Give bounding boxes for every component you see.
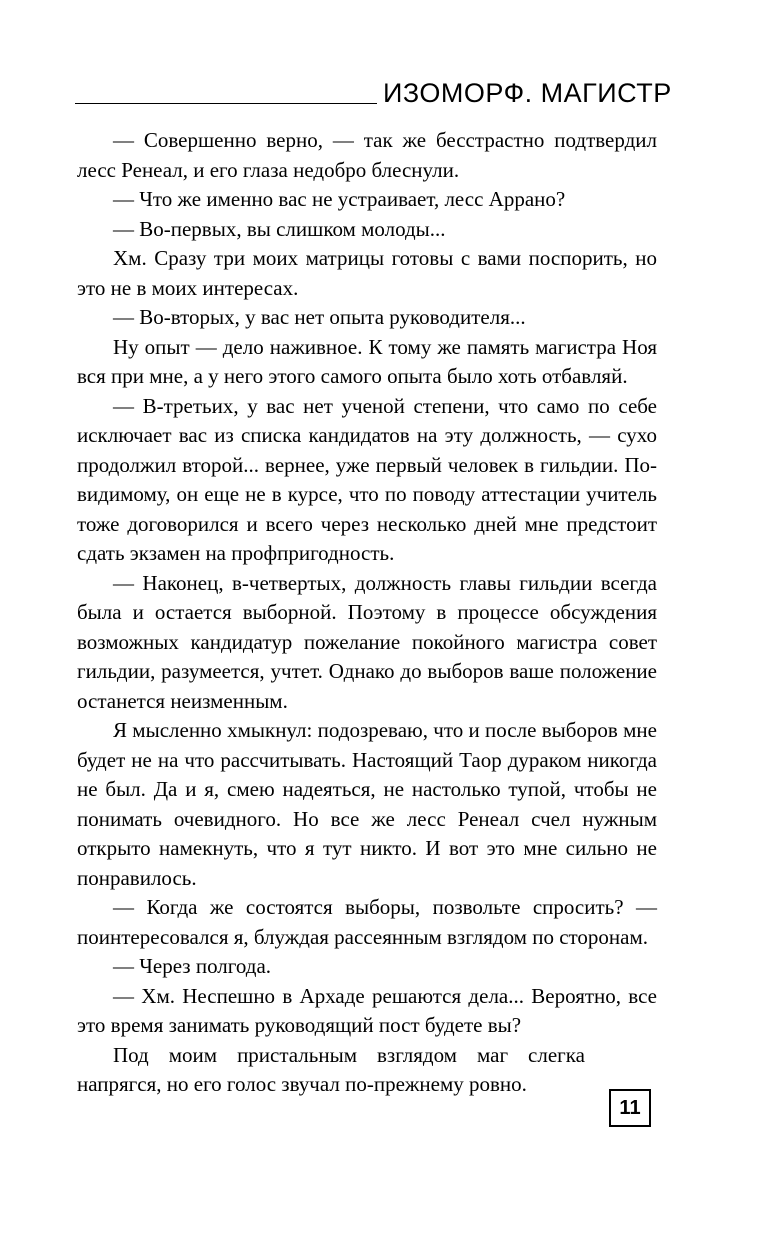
paragraph: — Что же именно вас не устраивает, лесс Аррано?	[113, 187, 566, 211]
page-text	[77, 126, 657, 1100]
paragraph: — Во-вторых, у вас нет опыта руководителя...	[113, 305, 526, 329]
paragraph: Под моим пристальным взглядом маг слегка напрягся, но его голос звучал по-прежнему ровно.	[77, 1042, 585, 1096]
paragraph: Ну опыт — дело наживное. К тому же память магистра Ноя вся при мне, а у него этого самого опыта было хоть отбавляй.	[77, 334, 657, 388]
paragraph: Хм. Сразу три моих матрицы готовы с вами поспорить, но это не в моих интересах.	[77, 246, 657, 300]
paragraph: — Наконец, в-четвертых, должность главы гильдии всегда была и остается выборной. Поэтому в процессе обсуждения возможных кандидатур пожелание покойного магистра совет гильдии, разумеется, учтет. Однако до выборов ваше положение останется неизменным.	[77, 570, 657, 713]
paragraph: — В-третьих, у вас нет ученой степени, что само по себе исключает вас из списка кандидатов на эту должность, — сухо продолжил второй... вернее, уже первый человек в гильдии. По-видимому, он еще не в курсе, что по поводу аттестации учитель тоже договорился и всего через несколько дней мне предстоит сдать экзамен на профпригодность.	[77, 393, 657, 565]
paragraph: — Когда же состоятся выборы, позвольте спросить? — поинтересовался я, блуждая рассеянным взглядом по сторонам.	[77, 895, 657, 949]
paragraph: — Через полгода.	[113, 954, 272, 978]
header-rule	[75, 103, 377, 104]
page-number: 11	[609, 1089, 651, 1127]
paragraph: — Во-первых, вы слишком молоды...	[113, 216, 446, 241]
paragraph: — Совершенно верно, — так же бесстрастно подтвердил лесс Ренеал, и его глаза недобро блеснули.	[77, 128, 657, 182]
paragraph: Я мысленно хмыкнул: подозреваю, что и после выборов мне будет не на что рассчитывать. Настоящий Таор дураком никогда не был. Да и я, смею надеяться, не настолько тупой, чтобы не понимать очевидного. Но все же лесс Ренеал счел нужным открыто намекнуть, что я тут никто. И вот это мне сильно не понравилось.	[77, 718, 657, 890]
running-title: ИЗОМОРФ. МАГИСТР	[383, 78, 672, 108]
paragraph: — Хм. Неспешно в Архаде решаются дела... Вероятно, все это время занимать руководящий пост будете вы?	[77, 983, 657, 1037]
